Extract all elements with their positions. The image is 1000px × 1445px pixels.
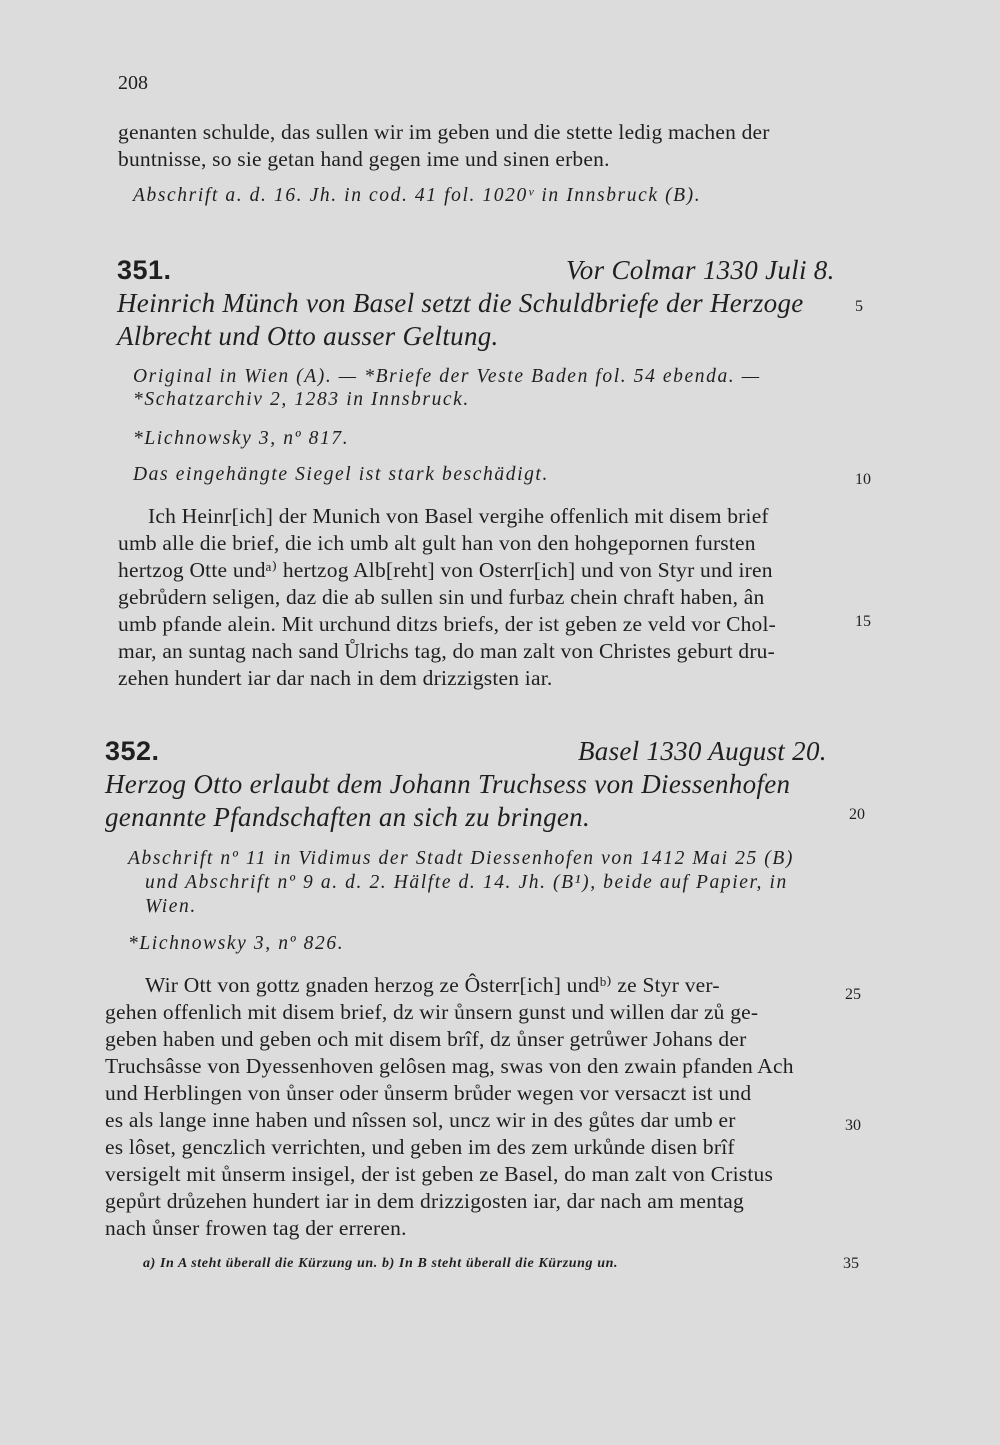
body-line: mar, an suntag nach sand Ůlrichs tag, do man zalt von Christes geburt dru- [118, 639, 775, 663]
body-line: Ich Heinr[ich] der Munich von Basel vergihe offenlich mit disem brief [148, 504, 769, 528]
document-number: 351. [117, 255, 172, 285]
document-summary: Heinrich Münch von Basel setzt die Schuldbriefe der Herzoge [117, 288, 804, 318]
document-place-date: Vor Colmar 1330 Juli 8. [566, 255, 835, 285]
body-line: umb alle die brief, die ich umb alt gult han von den hohgepornen fursten [118, 531, 756, 555]
line-number: 30 [845, 1117, 861, 1134]
source-note: und Abschrift nº 9 a. d. 2. Hälfte d. 14. Jh. (B¹), beide auf Papier, in [145, 872, 788, 893]
line-number: 35 [843, 1255, 859, 1272]
body-line: Truchsâsse von Dyessenhoven gelôsen mag, swas von den zwain pfanden Ach [105, 1054, 794, 1078]
footnotes: a) In A steht überall die Kürzung un. b) In B steht überall die Kürzung un. [143, 1256, 619, 1271]
body-line: umb pfande alein. Mit urchund ditzs briefs, der ist geben ze veld vor Chol- [118, 612, 777, 636]
source-note: Abschrift a. d. 16. Jh. in cod. 41 fol. 1020ᵛ in Innsbruck (B). [133, 185, 702, 206]
line-number: 20 [849, 806, 865, 823]
body-line: es lôset, genczlich verrichten, und geben im des zem urkůnde disen brîf [105, 1135, 735, 1159]
source-note: Das eingehängte Siegel ist stark beschädigt. [133, 464, 549, 485]
document-summary: Albrecht und Otto ausser Geltung. [117, 321, 499, 351]
document-number: 352. [105, 736, 160, 766]
body-line: gebrůdern seligen, daz die ab sullen sin und furbaz chein chraft haben, ân [118, 585, 765, 609]
body-line: gepůrt drůzehen hundert iar in dem drizzigosten iar, dar nach am mentag [105, 1189, 744, 1213]
body-line: es als lange inne haben und nîssen sol, uncz wir in des gůtes dar umb er [105, 1108, 736, 1132]
body-line: genanten schulde, das sullen wir im geben und die stette ledig machen der [118, 120, 770, 144]
document-summary: genannte Pfandschaften an sich zu bringen. [105, 802, 591, 832]
line-number: 5 [855, 298, 863, 315]
body-line: hertzog Otte undᵃ⁾ hertzog Alb[reht] von Osterr[ich] und von Styr und iren [118, 558, 773, 582]
document-place-date: Basel 1330 August 20. [578, 736, 827, 766]
source-note: Wien. [145, 896, 197, 917]
source-note: Original in Wien (A). — *Briefe der Veste Baden fol. 54 ebenda. — [133, 366, 761, 387]
body-line: Wir Ott von gottz gnaden herzog ze Ôsterr[ich] undᵇ⁾ ze Styr ver- [145, 973, 720, 997]
source-note: *Lichnowsky 3, nº 826. [128, 933, 345, 954]
source-note: *Schatzarchiv 2, 1283 in Innsbruck. [133, 389, 470, 410]
body-line: und Herblingen von ůnser oder ůnserm brůder wegen vor versaczt ist und [105, 1081, 752, 1105]
body-line: versigelt mit ůnserm insigel, der ist geben ze Basel, do man zalt von Cristus [105, 1162, 774, 1186]
line-number: 25 [845, 986, 861, 1003]
body-line: nach ůnser frowen tag der erreren. [105, 1216, 407, 1240]
body-line: geben haben und geben och mit disem brîf, dz ůnser getrůwer Johans der [105, 1027, 747, 1051]
document-summary: Herzog Otto erlaubt dem Johann Truchsess von Diessenhofen [105, 769, 791, 799]
body-line: buntnisse, so sie getan hand gegen ime und sinen erben. [118, 147, 610, 171]
source-note: *Lichnowsky 3, nº 817. [133, 428, 350, 449]
body-line: zehen hundert iar dar nach in dem drizzigsten iar. [118, 666, 553, 690]
page-number: 208 [118, 72, 148, 94]
source-note: Abschrift nº 11 in Vidimus der Stadt Diessenhofen von 1412 Mai 25 (B) [128, 848, 794, 869]
line-number: 10 [855, 471, 871, 488]
body-line: gehen offenlich mit disem brief, dz wir ůnsern gunst und willen dar zů ge- [105, 1000, 759, 1024]
line-number: 15 [855, 613, 871, 630]
